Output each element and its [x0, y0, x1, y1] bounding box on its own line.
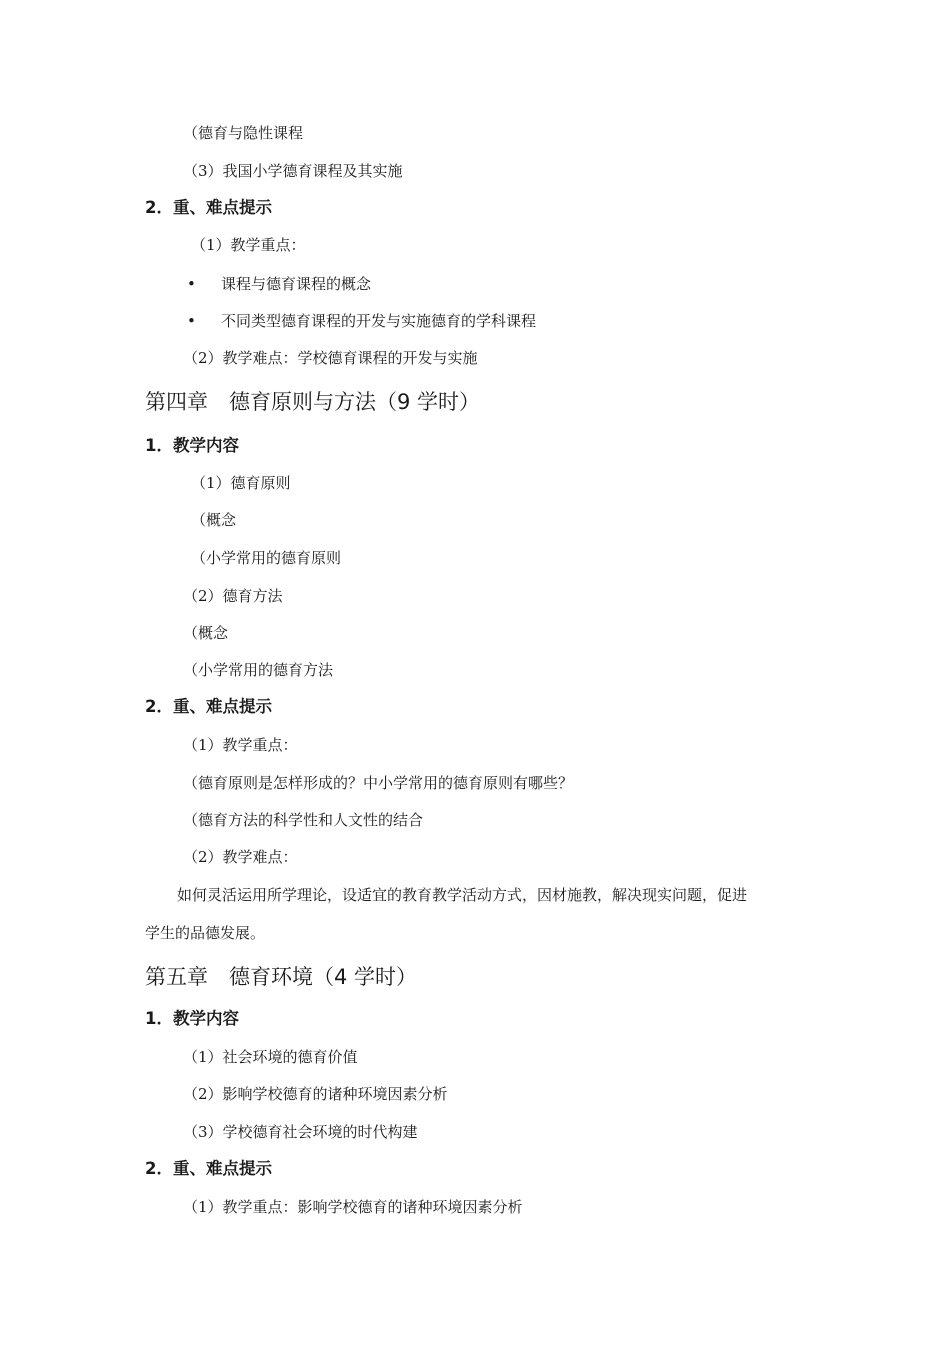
text-line: （1）社会环境的德育价值	[183, 1048, 358, 1066]
chapter-heading: 第五章 德育环境（4 学时）	[145, 965, 418, 989]
text-line: （1）教学重点：	[191, 236, 306, 254]
text-line: （2）影响学校德育的诸种环境因素分析	[183, 1085, 448, 1103]
bullet-icon: •	[187, 312, 196, 330]
chapter-heading: 第四章 德育原则与方法（9 学时）	[145, 390, 481, 414]
text-line: （3）我国小学德育课程及其实施	[183, 162, 403, 180]
list-item: 课程与德育课程的概念	[221, 275, 372, 293]
text-line: （3）学校德育社会环境的时代构建	[183, 1123, 418, 1141]
paragraph-line: 学生的品德发展。	[145, 924, 266, 942]
section-heading: 1．教学内容	[145, 436, 239, 455]
section-heading: 2．重、难点提示	[145, 697, 272, 716]
bullet-icon: •	[187, 275, 196, 293]
text-line: （德育原则是怎样形成的？中小学常用的德育原则有哪些？	[183, 774, 574, 792]
text-line: （小学常用的德育方法	[183, 661, 334, 679]
text-line: （2）德育方法	[183, 587, 283, 605]
text-line: （德育方法的科学性和人文性的结合	[183, 811, 424, 829]
text-line: （2）教学难点：学校德育课程的开发与实施	[183, 349, 478, 367]
text-line: （德育与隐性课程	[183, 124, 304, 142]
text-line: （1）教学重点：影响学校德育的诸种环境因素分析	[183, 1198, 523, 1216]
text-line: （2）教学难点：	[183, 848, 298, 866]
list-item: 不同类型德育课程的开发与实施德育的学科课程	[221, 312, 537, 330]
section-heading: 2．重、难点提示	[145, 198, 272, 217]
text-line: （1）教学重点：	[183, 736, 298, 754]
text-line: （概念	[191, 511, 237, 529]
text-line: （小学常用的德育原则	[191, 549, 342, 567]
paragraph-line: 如何灵活运用所学理论，设适宜的教育教学活动方式，因材施教，解决现实问题，促进	[177, 886, 748, 904]
text-line: （1）德育原则	[191, 474, 291, 492]
section-heading: 1．教学内容	[145, 1009, 239, 1028]
section-heading: 2．重、难点提示	[145, 1159, 272, 1178]
text-line: （概念	[183, 624, 229, 642]
